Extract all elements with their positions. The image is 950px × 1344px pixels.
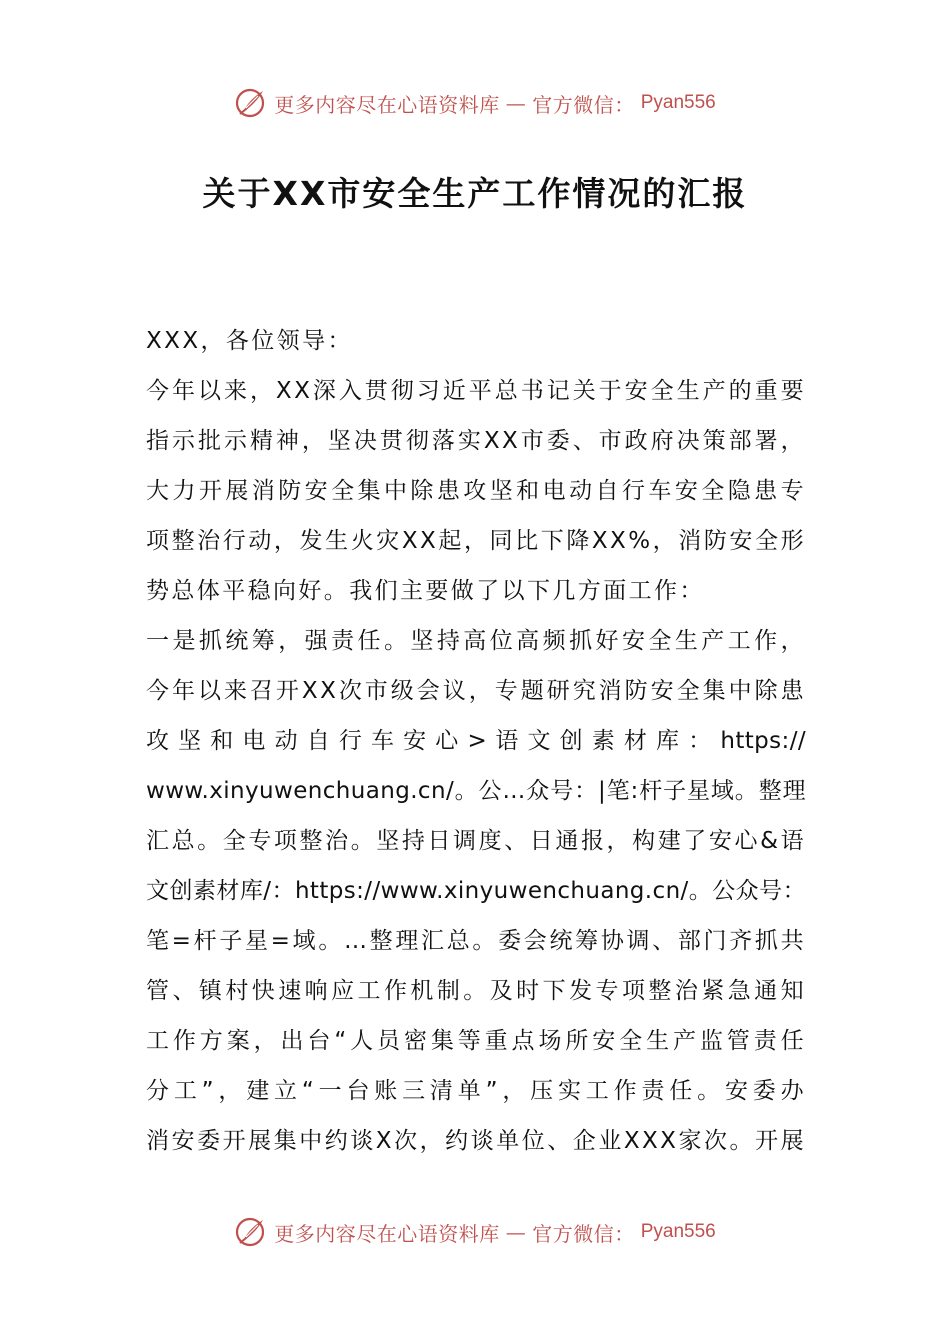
banner-wechat-id: Pyan556 (640, 92, 716, 113)
body-line: 消安委开展集中约谈X次，约谈单位、企业XXX家次。开展 (146, 1128, 806, 1154)
body-line: 攻 坚 和 电 动 自 行 车 安 心 > 语 文 创 素 材 库 ： https:// (146, 728, 806, 754)
header-banner (0, 83, 950, 123)
footer-banner (0, 1212, 950, 1252)
banner-label: 官方微信： (532, 1221, 635, 1246)
document-title: 关于XX市安全生产工作情况的汇报 (202, 174, 748, 213)
body-line-salutation: XXX，各位领导： (146, 328, 353, 354)
banner-wechat-id: Pyan556 (640, 1221, 716, 1242)
body-line: 项整治行动，发生火灾XX起，同比下降XX%，消防安全形 (146, 528, 806, 554)
body-line: 指示批示精神，坚决贯彻落实XX市委、市政府决策部署， (146, 428, 806, 454)
body-line: www.xinyuwenchuang.cn/。公…众号：|笔:杆子星域。整理 (146, 778, 806, 804)
body-line: 今年以来，XX深入贯彻习近平总书记关于安全生产的重要 (146, 378, 806, 404)
body-line: 汇总。全专项整治。坚持日调度、日通报，构建了安心&语 (146, 828, 806, 854)
document-body (146, 316, 806, 1166)
banner-text: 更多内容尽在心语资料库 (274, 92, 500, 117)
body-line: 大力开展消防安全集中除患攻坚和电动自行车安全隐患专 (146, 478, 806, 504)
body-line: 今年以来召开XX次市级会议，专题研究消防安全集中除患 (146, 678, 806, 704)
body-line: 管、镇村快速响应工作机制。及时下发专项整治紧急通知 (146, 978, 806, 1004)
quill-pen-logo-icon (234, 1215, 268, 1249)
banner-label: 官方微信： (532, 92, 635, 117)
body-line: 分工”，建立“一台账三清单”，压实工作责任。安委办 (146, 1078, 806, 1104)
quill-pen-logo-icon (234, 86, 268, 120)
body-line: 工作方案，出台“人员密集等重点场所安全生产监管责任 (146, 1028, 806, 1054)
banner-separator: — (505, 91, 527, 115)
body-line: 文创素材库/：https://www.xinyuwenchuang.cn/。公众号： (146, 878, 806, 904)
body-line: 势总体平稳向好。我们主要做了以下几方面工作： (146, 578, 705, 604)
body-line: 笔=杆子星=域。…整理汇总。委会统筹协调、部门齐抓共 (146, 928, 806, 954)
body-line: 一是抓统筹，强责任。坚持高位高频抓好安全生产工作， (146, 628, 806, 654)
banner-text: 更多内容尽在心语资料库 (274, 1221, 500, 1246)
banner-separator: — (505, 1220, 527, 1244)
